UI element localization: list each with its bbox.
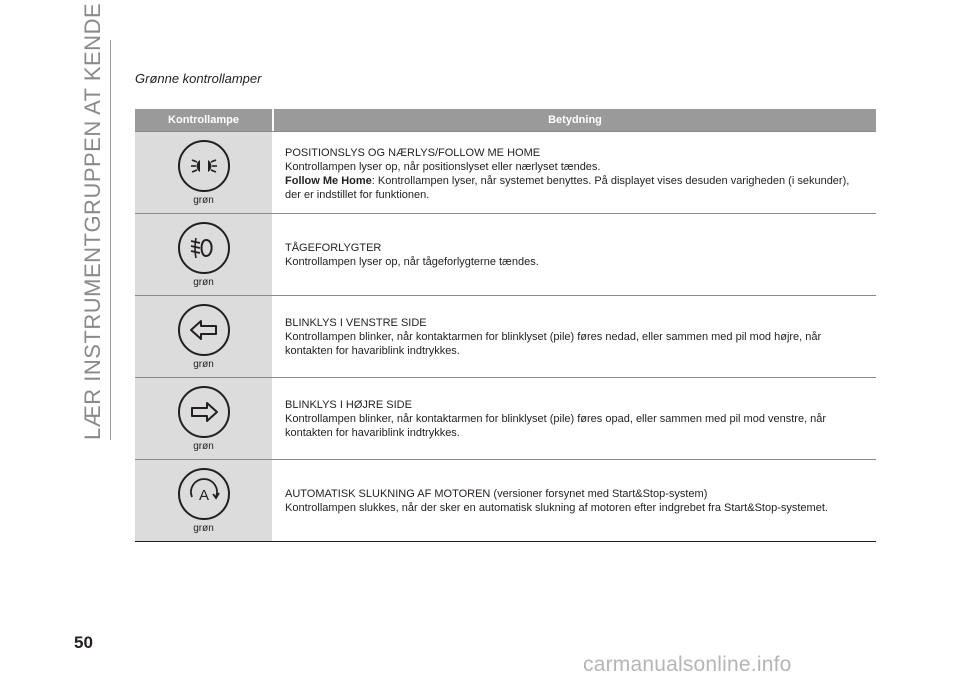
chapter-side-title: LÆR INSTRUMENTGRUPPEN AT KENDE (80, 2, 105, 440)
side-rule (110, 40, 111, 440)
color-label: grøn (193, 194, 214, 206)
row-title: TÅGEFORLYGTER (285, 241, 382, 254)
header-kontrollampe: Kontrollampe (135, 109, 272, 131)
table-bottom-rule (135, 541, 876, 542)
color-label: grøn (193, 358, 214, 370)
row-text: Kontrollampen blinker, når kontaktarmen for blinklyset (pile) føres opad, eller sammen med pil mod venstre, når kontakten for havariblink indtrykkes. (285, 412, 827, 439)
meaning-cell (272, 214, 876, 295)
bold-term: Follow Me Home (285, 175, 372, 187)
row-text: Kontrollampen blinker, når kontaktarmen for blinklyset (pile) føres nedad, eller sammen med pil mod højre, når kontakten for havariblink indtrykkes. (285, 330, 822, 357)
icon-cell (135, 296, 272, 377)
section-title: Grønne kontrollamper (135, 71, 262, 86)
indicator-table (135, 109, 876, 542)
meaning-cell (272, 378, 876, 459)
table-row (135, 295, 876, 377)
row-title: POSITIONSLYS OG NÆRLYS/FOLLOW ME HOME (285, 147, 541, 159)
auto-start-stop-icon (178, 468, 230, 520)
meaning-cell (272, 132, 876, 213)
position-lights-icon (178, 140, 230, 192)
right-arrow-icon (178, 386, 230, 438)
table-row (135, 131, 876, 213)
header-betydning: Betydning (274, 109, 876, 131)
table-header (135, 109, 876, 131)
meaning-cell (272, 296, 876, 377)
svg-text:A: A (198, 486, 209, 504)
table-row (135, 377, 876, 459)
front-fog-light-icon (178, 222, 230, 274)
row-text-continued: : Kontrollampen lyser, når systemet benyttes. På displayet vises desuden varigheden (i sekunder), der er indstillet for funktionen. (285, 175, 850, 201)
row-title: BLINKLYS I VENSTRE SIDE (285, 316, 427, 329)
meaning-cell (272, 460, 876, 541)
row-text: Kontrollampen lyser op, når tågeforlygterne tændes. (285, 255, 539, 268)
left-arrow-icon (178, 304, 230, 356)
row-text: Kontrollampen slukkes, når der sker en automatisk slukning af motoren efter indgrebet fra Start&Stop-systemet. (285, 501, 828, 514)
color-label: grøn (193, 440, 214, 452)
watermark: carmanualsonline.info (583, 653, 792, 676)
table-row (135, 459, 876, 541)
row-title: AUTOMATISK SLUKNING AF MOTOREN (versioner forsynet med Start&Stop-system) (285, 487, 708, 500)
table-row (135, 213, 876, 295)
color-label: grøn (193, 276, 214, 288)
icon-cell (135, 378, 272, 459)
icon-cell (135, 460, 272, 541)
icon-cell (135, 132, 272, 213)
row-title: BLINKLYS I HØJRE SIDE (285, 398, 412, 411)
icon-cell (135, 214, 272, 295)
page-number: 50 (74, 633, 93, 652)
color-label: grøn (193, 522, 214, 534)
row-text: Kontrollampen lyser op, når positionslyset eller nærlyset tændes. (285, 161, 601, 173)
row-text-extra (285, 174, 868, 202)
